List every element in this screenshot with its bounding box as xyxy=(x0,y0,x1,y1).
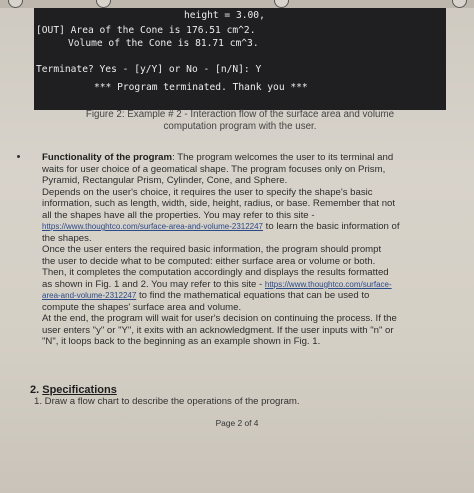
figure-caption xyxy=(40,109,440,133)
circle-icon xyxy=(452,0,467,8)
functionality-paragraph xyxy=(42,152,442,348)
text-line: waits for user choice of a geomatical shape. The program focuses only on Prism, xyxy=(42,163,386,175)
page-top-edge xyxy=(0,0,474,8)
functionality-heading: Functionality of the program xyxy=(42,152,173,163)
text-line: to find the mathematical equations that can be used to xyxy=(136,290,370,301)
text-line: the user to decide what to be computed: either surface area or volume or both. xyxy=(42,255,376,267)
caption-line: computation program with the user. xyxy=(163,121,317,132)
text-line: "N", it loops back to the beginning as an example shown in Fig. 1. xyxy=(42,336,321,347)
terminal-line: [OUT] Area of the Cone is 176.51 cm^2. xyxy=(36,25,256,36)
circle-icon xyxy=(274,0,289,8)
reference-link[interactable]: area-and-volume-2312247 xyxy=(42,291,137,300)
section-number: 2. xyxy=(30,384,40,396)
bullet-dot xyxy=(17,155,20,158)
page-number: Page 2 of 4 xyxy=(215,418,259,428)
text-line: information, such as length, width, side, height, radius, or base. Remember that not xyxy=(42,198,396,209)
section-title: Specifications xyxy=(42,384,117,396)
text-line: Once the user enters the required basic information, the program should prompt xyxy=(42,244,382,255)
terminal-line: Terminate? Yes - [y/Y] or No - [n/N]: Y xyxy=(36,64,262,75)
text-line: as shown in Fig. 1 and 2. You may refer to this site - xyxy=(42,278,265,290)
text-line: user enters "y" or "Y", it exits with an acknowledgment. If the user inputs with "n" or xyxy=(42,324,394,336)
text-line: to learn the basic information of xyxy=(263,221,400,232)
text-line: : The program welcomes the user to its terminal and xyxy=(172,152,394,163)
caption-line: Figure 2: Example # 2 - Interaction flow of the surface area and volume xyxy=(85,109,395,120)
text-line: the shapes. xyxy=(42,232,92,244)
circle-icon xyxy=(8,0,23,8)
spec-item: 1. Draw a flow chart to describe the operations of the program. xyxy=(34,396,300,407)
terminal-line: height = 3.00, xyxy=(184,10,265,21)
text-line: Pyramid, Rectangular Prism, Cylinder, Cone, and Sphere. xyxy=(42,175,288,186)
terminal-line: Volume of the Cone is 81.71 cm^3. xyxy=(68,38,259,49)
section-heading xyxy=(30,384,117,396)
terminal-line: *** Program terminated. Thank you *** xyxy=(94,82,308,93)
text-line: all the shapes have all the properties. You may refer to this site - xyxy=(42,209,315,221)
text-line: compute the shapes' surface area and volume. xyxy=(42,301,242,313)
text-line: Then, it completes the computation accordingly and displays the results formatted xyxy=(42,267,389,278)
reference-link[interactable]: https://www.thoughtco.com/surface-area-and-volume-2312247 xyxy=(42,222,264,231)
terminal-output xyxy=(34,8,446,110)
text-line: Depends on the user's choice, it requires the user to specify the shape's basic xyxy=(42,186,373,198)
text-line: At the end, the program will wait for user's decision on continuing the process. If the xyxy=(42,313,397,324)
reference-link[interactable]: https://www.thoughtco.com/surface- xyxy=(264,279,392,289)
circle-icon xyxy=(96,0,111,8)
